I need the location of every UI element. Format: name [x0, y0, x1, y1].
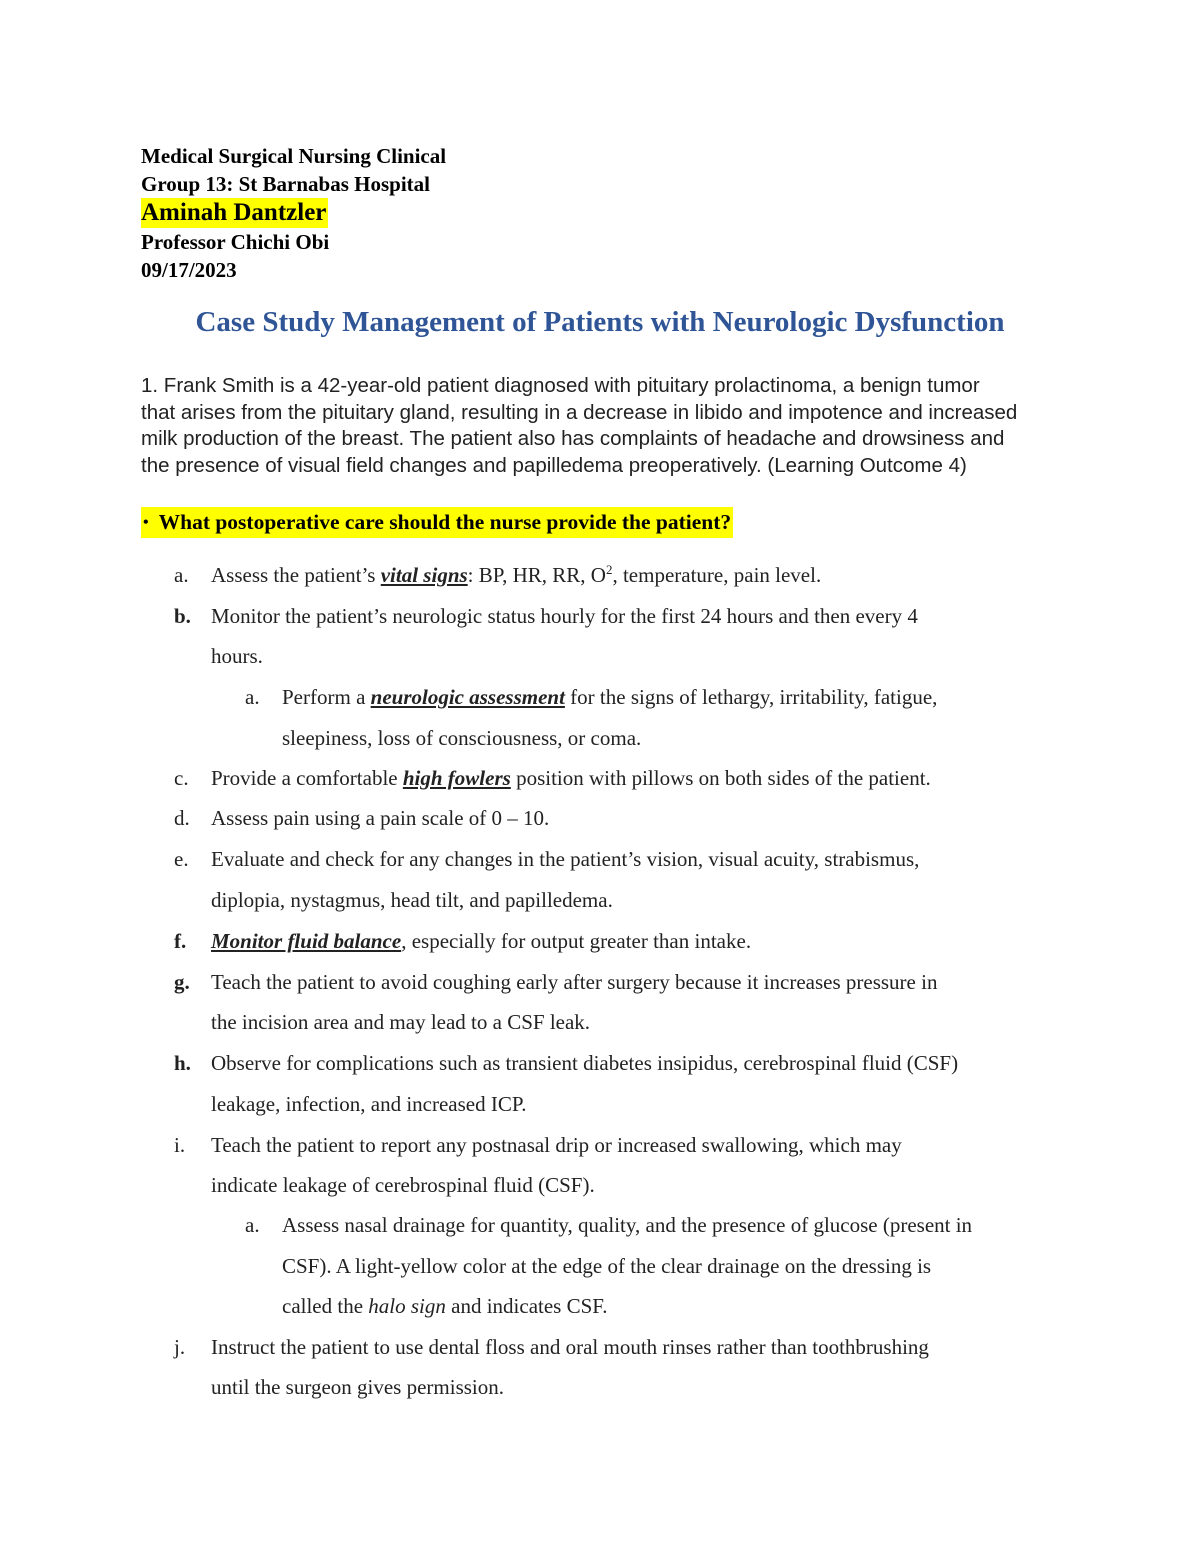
question-text: What postoperative care should the nurse provide the patient?: [158, 510, 732, 534]
list-marker: h.: [174, 1051, 191, 1075]
item-text: Instruct the patient to use dental floss and oral mouth rinses rather than toothbrushing: [211, 1335, 929, 1359]
item-text: and indicates CSF.: [445, 1294, 608, 1318]
document-title: Case Study Management of Patients with Neurologic Dysfunction: [195, 306, 1005, 338]
item-text: hours.: [211, 644, 263, 668]
list-marker: f.: [174, 929, 187, 953]
list-marker: i.: [174, 1133, 186, 1157]
case-intro: [141, 373, 1071, 479]
item-text: until the surgeon gives permission.: [211, 1375, 505, 1399]
bullet-icon: •: [143, 514, 149, 531]
item-text: Teach the patient to report any postnasal drip or increased swallowing, which may: [211, 1133, 902, 1157]
emphasis-term: high fowlers: [402, 766, 511, 790]
item-text: indicate leakage of cerebrospinal fluid (CSF).: [211, 1173, 595, 1197]
item-text: : BP, HR, RR, O: [467, 563, 606, 587]
list-marker: j.: [174, 1335, 186, 1359]
list-marker: b.: [174, 604, 191, 628]
list-marker: c.: [174, 766, 189, 790]
emphasis-term: neurologic assessment: [370, 685, 565, 709]
item-text: Provide a comfortable: [211, 766, 403, 790]
item-text: CSF). A light-yellow color at the edge of the clear drainage on the dressing is: [282, 1254, 932, 1278]
item-text: Teach the patient to avoid coughing early after surgery because it increases pressure in: [211, 970, 938, 994]
item-text: , temperature, pain level.: [612, 563, 822, 587]
group-name: Group 13: St Barnabas Hospital: [141, 172, 431, 196]
intro-line: milk production of the breast. The patient also has complaints of headache and drowsiness and: [141, 427, 1005, 450]
document-date: 09/17/2023: [141, 258, 237, 282]
student-name: Aminah Dantzler: [141, 199, 327, 226]
question-heading: [141, 507, 733, 538]
item-text: Assess the patient’s: [211, 563, 381, 587]
superscript: 2: [605, 562, 613, 577]
item-text: for the signs of lethargy, irritability, fatigue,: [564, 685, 938, 709]
item-text: sleepiness, loss of consciousness, or coma.: [282, 726, 642, 750]
item-text: leakage, infection, and increased ICP.: [211, 1092, 527, 1116]
list-marker: d.: [174, 806, 190, 830]
item-text: Assess nasal drainage for quantity, quality, and the presence of glucose (present in: [282, 1213, 973, 1237]
item-text: Evaluate and check for any changes in the patient’s vision, visual acuity, strabismus,: [211, 847, 920, 871]
list-marker: a.: [245, 1213, 260, 1237]
intro-line: that arises from the pituitary gland, resulting in a decrease in libido and impotence and increased: [141, 400, 1018, 424]
emphasis-term: Monitor fluid balance: [211, 929, 402, 953]
item-text: Perform a: [282, 685, 371, 709]
item-text: , especially for output greater than intake.: [401, 929, 752, 953]
list-marker: g.: [174, 970, 190, 994]
list-marker: e.: [174, 847, 189, 871]
document-header: [141, 142, 446, 284]
intro-line: 1. Frank Smith is a 42-year-old patient diagnosed with pituitary prolactinoma, a benign tumor: [141, 374, 980, 397]
item-text: diplopia, nystagmus, head tilt, and papilledema.: [211, 888, 613, 912]
list-marker: a.: [245, 685, 260, 709]
list-marker: a.: [174, 563, 189, 587]
course-name: Medical Surgical Nursing Clinical: [141, 144, 447, 168]
item-text: Observe for complications such as transient diabetes insipidus, cerebrospinal fluid (CSF): [211, 1051, 959, 1075]
item-text: position with pillows on both sides of the patient.: [510, 766, 931, 790]
professor-name: Professor Chichi Obi: [141, 230, 330, 254]
emphasis-term: vital signs: [380, 563, 468, 587]
emphasis-term: halo sign: [368, 1294, 446, 1318]
intro-line: the presence of visual field changes and papilledema preoperatively. (Learning Outcome 4): [141, 453, 967, 477]
item-text: called the: [282, 1294, 369, 1318]
item-text: Monitor the patient’s neurologic status hourly for the first 24 hours and then every 4: [211, 604, 918, 628]
item-text: the incision area and may lead to a CSF leak.: [211, 1010, 591, 1034]
item-text: Assess pain using a pain scale of 0 – 10.: [211, 806, 550, 830]
